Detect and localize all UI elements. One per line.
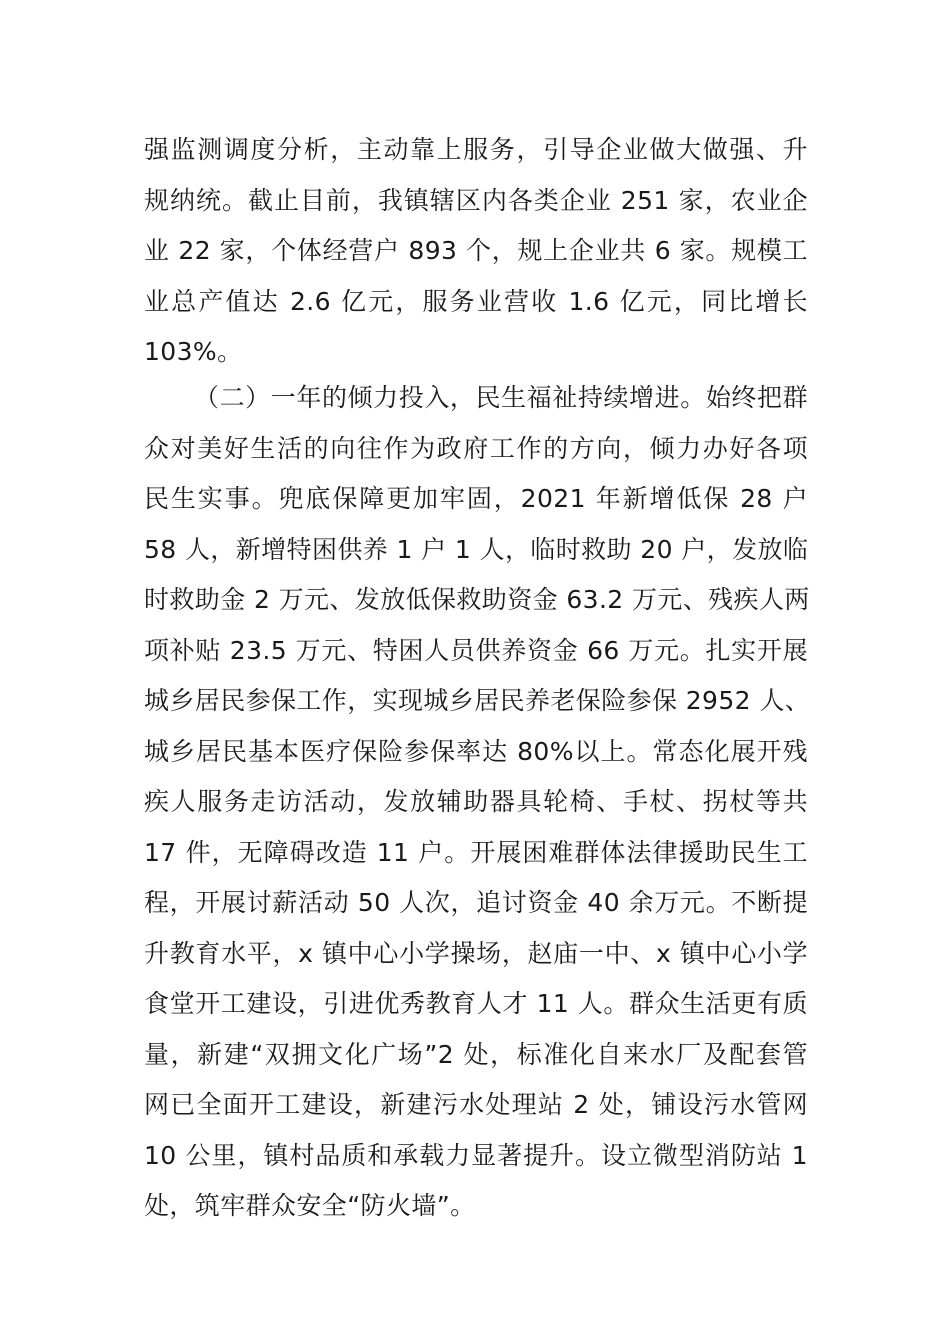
text-line: 58 人，新增特困供养 1 户 1 人，临时救助 20 户，发放临 (144, 534, 809, 564)
text-line: 业总产值达 2.6 亿元，服务业营收 1.6 亿元，同比增长 (144, 286, 808, 316)
text-line: 城乡居民参保工作，实现城乡居民养老保险参保 2952 人、 (144, 686, 811, 715)
text-line: 疾人服务走访活动，发放辅助器具轮椅、手杖、拐杖等共 (144, 787, 808, 816)
text-line: 项补贴 23.5 万元、特困人员供养资金 66 万元。扎实开展 (144, 635, 808, 665)
text-line: 城乡居民基本医疗保险参保率达 80%以上。常态化展开残 (144, 736, 808, 766)
text-line: 升教育水平，x 镇中心小学操场，赵庙一中、x 镇中心小学 (144, 938, 808, 968)
text-line: 17 件，无障碍改造 11 户。开展困难群体法律援助民生工 (144, 837, 808, 867)
text-line: 时救助金 2 万元、发放低保救助资金 63.2 万元、残疾人两 (144, 585, 810, 614)
text-line: 食堂开工建设，引进优秀教育人才 11 人。群众生活更有质 (144, 989, 808, 1018)
text-line: 量，新建“双拥文化广场”2 处，标准化自来水厂及配套管 (144, 1039, 808, 1069)
paragraph-economy (144, 125, 808, 378)
text-line: 业 22 家，个体经营户 893 个，规上企业共 6 家。规模工 (144, 236, 808, 265)
text-line: 强监测调度分析，主动靠上服务，引导企业做大做强、升 (144, 135, 808, 164)
text-line: 程，开展讨薪活动 50 人次，追讨资金 40 余万元。不断提 (144, 888, 808, 917)
text-line: 103%。 (144, 337, 243, 366)
text-line: 处，筑牢群众安全“防火墙”。 (144, 1191, 476, 1220)
text-line: 众对美好生活的向往作为政府工作的方向，倾力办好各项 (144, 433, 808, 463)
text-line: 规纳统。截止目前，我镇辖区内各类企业 251 家，农业企 (144, 185, 808, 215)
text-line: 民生实事。兜底保障更加牢固，2021 年新增低保 28 户 (144, 484, 808, 513)
paragraph-livelihood (144, 373, 811, 1232)
text-line: 10 公里，镇村品质和承载力显著提升。设立微型消防站 1 (144, 1140, 808, 1170)
section-heading-line: （二）一年的倾力投入，民生福祉持续增进。始终把群 (194, 383, 808, 412)
text-line: 网已全面开工建设，新建污水处理站 2 处，铺设污水管网 (144, 1090, 808, 1119)
